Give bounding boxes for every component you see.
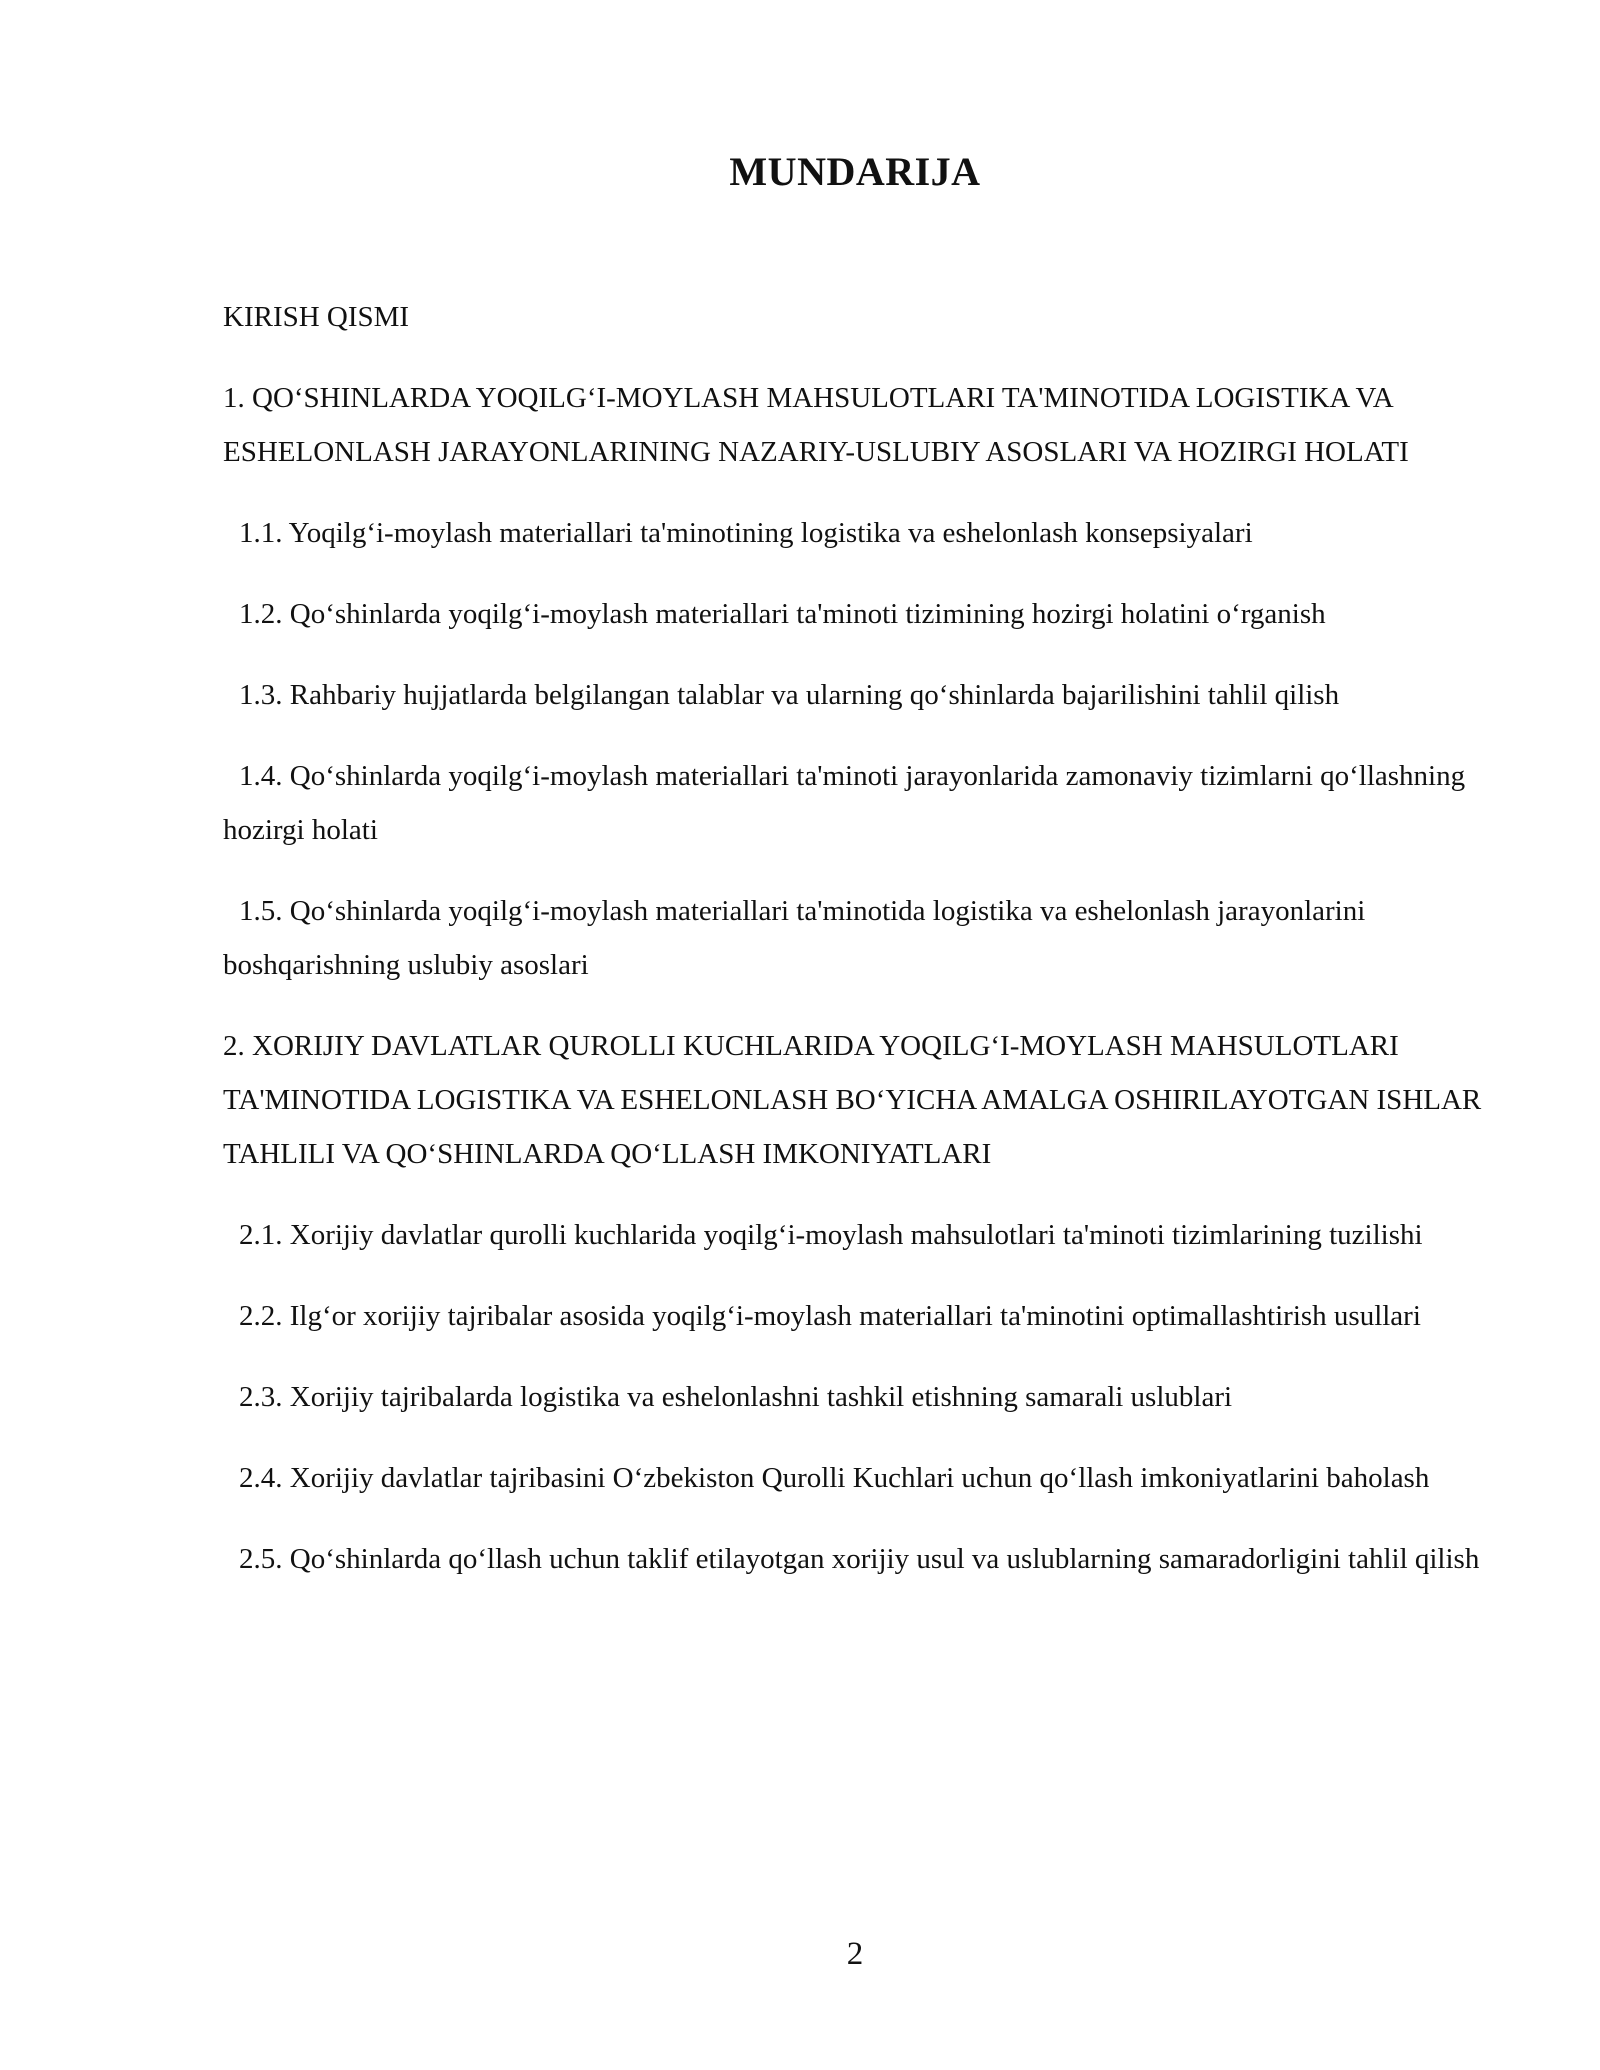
- toc-entry-section-1-5: 1.5. Qo‘shinlarda yoqilg‘i-moylash materiallari ta'minotida logistika va eshelonlash jarayonlarini boshqarishning uslubiy asoslari: [223, 895, 1366, 981]
- page-title: MUNDARIJA: [729, 149, 981, 194]
- toc-entry-section-1-3: 1.3. Rahbariy hujjatlarda belgilangan talablar va ularning qo‘shinlarda bajarilishini tahlil qilish: [239, 679, 1340, 711]
- toc-entry-section-1-4: 1.4. Qo‘shinlarda yoqilg‘i-moylash materiallari ta'minoti jarayonlarida zamonaviy tizimlarni qo‘llashning hozirgi holati: [223, 760, 1466, 846]
- toc-entry-section-1-1: 1.1. Yoqilg‘i-moylash materiallari ta'minotining logistika va eshelonlash konsepsiyalari: [239, 517, 1253, 549]
- toc-entry-section-1-2: 1.2. Qo‘shinlarda yoqilg‘i-moylash materiallari ta'minoti tizimining hozirgi holatini o‘rganish: [239, 598, 1326, 630]
- toc-entry-chapter-1: 1. QO‘SHINLARDA YOQILG‘I-MOYLASH MAHSULOTLARI TA'MINOTIDA LOGISTIKA VA ESHELONLASH JARAYONLARINING NAZARIY-USLUBIY ASOSLARI VA HOZIRGI HOLATI: [223, 382, 1409, 468]
- toc-entry-section-2-1: 2.1. Xorijiy davlatlar qurolli kuchlarida yoqilg‘i-moylash mahsulotlari ta'minoti tizimlarining tuzilishi: [239, 1219, 1423, 1251]
- toc-entry-section-2-3: 2.3. Xorijiy tajribalarda logistika va eshelonlashni tashkil etishning samarali uslublari: [239, 1381, 1233, 1413]
- table-of-contents: [223, 290, 1483, 1613]
- toc-entry-chapter-2: 2. XORIJIY DAVLATLAR QUROLLI KUCHLARIDA YOQILG‘I-MOYLASH MAHSULOTLARI TA'MINOTIDA LOGISTIKA VA ESHELONLASH BO‘YICHA AMALGA OSHIRILAYOTGAN ISHLAR TAHLILI VA QO‘SHINLARDA QO‘LLASH IMKONIYATLARI: [223, 1030, 1482, 1170]
- toc-entry-introduction: KIRISH QISMI: [223, 301, 410, 333]
- page-number: 2: [846, 1936, 864, 1972]
- toc-entry-section-2-2: 2.2. Ilg‘or xorijiy tajribalar asosida yoqilg‘i-moylash materiallari ta'minotini optimallashtirish usullari: [239, 1300, 1421, 1332]
- toc-entry-section-2-5: 2.5. Qo‘shinlarda qo‘llash uchun taklif etilayotgan xorijiy usul va uslublarning samaradorligini tahlil qilish: [239, 1543, 1480, 1575]
- toc-entry-section-2-4: 2.4. Xorijiy davlatlar tajribasini O‘zbekiston Qurolli Kuchlari uchun qo‘llash imkoniyatlarini baholash: [239, 1462, 1430, 1494]
